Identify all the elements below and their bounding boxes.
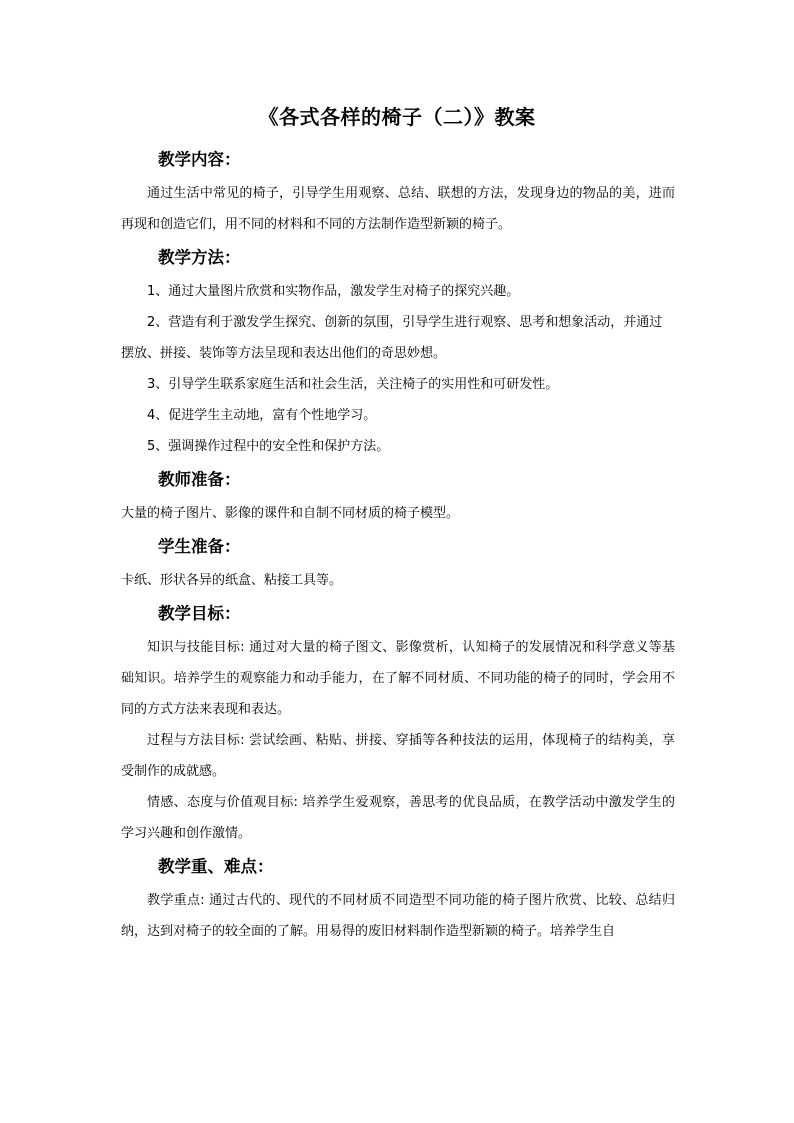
heading-student-prep: 学生准备： (158, 537, 241, 556)
paragraph-teacher-prep: 大量的椅子图片、影像的课件和自制不同材质的椅子模型。 (121, 506, 460, 521)
heading-key-points: 教学重、难点： (158, 857, 274, 876)
document-title: 《各式各样的椅子（二）》教案 (258, 105, 536, 129)
heading-teaching-content: 教学内容： (158, 150, 241, 169)
paragraph-goal-knowledge: 知识与技能目标: 通过对大量的椅子图文、影像赏析，认知椅子的发展情况和科学意义等基础知识。培养学生的观察能力和动手能力，在了解不同材质、不同功能的椅子的同时，学会用不同的方式方法来表现和表达。 (121, 640, 675, 717)
paragraph-goal-process: 过程与方法目标: 尝试绘画、粘贴、拼接、穿插等各种技法的运用，体现椅子的结构美，享受制作的成就感。 (121, 733, 675, 779)
method-item-2: 2、营造有利于激发学生探究、创新的氛围，引导学生进行观察、思考和想象活动，并通过摆放、拼接、装饰等方法呈现和表达出他们的奇思妙想。 (121, 315, 663, 361)
method-item-5: 5、强调操作过程中的安全性和保护方法。 (147, 439, 390, 454)
method-item-3: 3、引导学生联系家庭生活和社会生活，关注椅子的实用性和可研发性。 (147, 377, 559, 392)
paragraph-goal-attitude: 情感、态度与价值观目标: 培养学生爱观察，善思考的优良品质，在教学活动中激发学生的学习兴趣和创作激情。 (121, 795, 675, 841)
method-item-4: 4、促进学生主动地，富有个性地学习。 (147, 408, 377, 423)
paragraph-key-points: 教学重点: 通过古代的、现代的不同材质不同造型不同功能的椅子图片欣赏、比较、总结归纳，达到对椅子的较全面的了解。用易得的废旧材料制作造型新颖的椅子。培养学生自 (121, 893, 675, 939)
paragraph-student-prep: 卡纸、形状各异的纸盒、粘接工具等。 (121, 573, 343, 588)
paragraph-teaching-content: 通过生活中常见的椅子，引导学生用观察、总结、联想的方法，发现身边的物品的美，进而再现和创造它们，用不同的材料和不同的方法制作造型新颖的椅子。 (121, 186, 675, 232)
heading-teaching-method: 教学方法： (158, 248, 241, 267)
heading-teacher-prep: 教师准备： (158, 470, 241, 489)
document-body (121, 142, 675, 947)
heading-teaching-goals: 教学目标： (158, 604, 241, 623)
method-item-1: 1、通过大量图片欣赏和实物作品，激发学生对椅子的探究兴趣。 (147, 284, 520, 299)
